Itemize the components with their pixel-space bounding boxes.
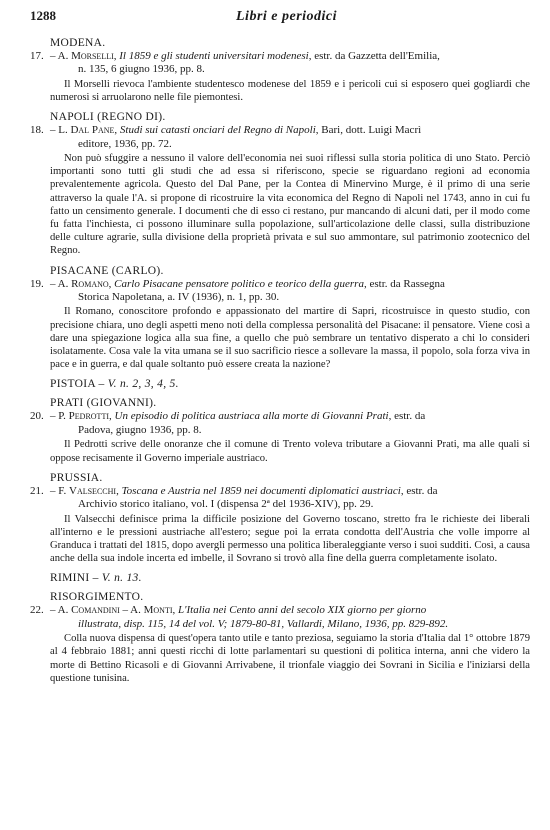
cross-reference: V. n. 13. — [101, 572, 142, 585]
work-title: Il 1859 e gli studenti universitari modenesi — [119, 50, 309, 62]
work-title: Studi sui catasti onciari del Regno di Napoli — [119, 124, 316, 137]
annotation: Non può sfuggire a nessuno il valore dell'economia nei suoi riflessi sulla storia politica di uno Stato. Perciò importanti sono tutti gli studi che ad essa si riferiscono, specie se riguardano regioni ad economia prevalentemente agricola. Questo del Dal Pane, per la Contea di Minervino Murge, è il primo di una serie attraverso la quale l'A. si propone di ricostruire la vita economica del Regno di Napoli nel 1743, anno in cui fu fatto un censimento generale. I documenti che di esso ci restano, pur mancando di alcuni dati, per il modo come fu fatta l'inchiesta, ci possono illuminare sulla popolazione, sull'articolazione delle classi, sulla distribuzione delle culture agrarie, sulla divisione della proprietà privata e sul suo ammontare, sul patrimonio zootecnico del Regno. — [50, 153, 530, 257]
entry-18 — [30, 124, 530, 257]
section-heading-pistoia: PISTOIA – V. n. 2, 3, 4, 5. — [50, 378, 179, 391]
citation: 20. – P. Pedrotti, Un episodio di politica austriaca alla morte di Giovanni Prati, estr. da Padova, giugno 1936, pp. 8. — [30, 410, 530, 437]
annotation: Il Pedrotti scrive delle onoranze che il comune di Trento voleva tributare a Giovanni Prati, ma alle quali si oppose recisamente il Governo imperiale austriaco. — [50, 439, 530, 464]
work-title: L'Italia nei Cento anni del secolo XIX giorno per giorno — [178, 604, 427, 617]
entry-number: 21. — [30, 484, 44, 497]
citation-details: Storica Napoletana, a. IV (1936), n. 1, pp. 30. — [78, 291, 280, 304]
author: Valsecchi — [69, 484, 117, 497]
section-heading-modena: MODENA. — [50, 37, 106, 49]
author: Morselli — [71, 50, 114, 62]
annotation: Colla nuova dispensa di quest'opera tanto utile e tanto preziosa, seguiamo la storia d'Italia dal 1° ottobre 1879 al 4 febbraio 1881; anni questi ricchi di lotte parlamentari su questioni di politica interna, anni che videro la morte di Bettino Ricasoli e di Giovanni Arrivabene, il trionfale viaggio dei Sovrani in Sicilia e l'iniziarsi della questione tunisina. — [50, 633, 530, 684]
entry-17 — [30, 50, 530, 104]
section-heading-prati: PRATI (GIOVANNI). — [50, 397, 157, 410]
section-heading-napoli: NAPOLI (REGNO DI). — [50, 111, 166, 124]
annotation: Il Morselli rievoca l'ambiente studentesco modenese del 1859 e i pericoli cui si esposero quei gogliardi che numerosi si arruolarono nelle file piemontesi. — [50, 78, 530, 104]
citation-details: Archivio storico italiano, vol. I (dispensa 2ª del 1936-XIV), pp. 29. — [78, 498, 374, 511]
entry-number: 17. — [30, 50, 44, 62]
cross-reference: V. n. 2, 3, 4, 5. — [107, 378, 179, 391]
section-heading-rimini: RIMINI – V. n. 13. — [50, 572, 142, 585]
second-author: Monti — [143, 604, 173, 617]
entry-number: 18. — [30, 124, 44, 137]
citation: 19. – A. Romano, Carlo Pisacane pensatore politico e teorico della guerra, estr. da Rassegna Storica Napoletana, a. IV (1936), n. 1, pp. 30. — [30, 278, 530, 305]
section-heading-prussia: PRUSSIA. — [50, 471, 103, 484]
entry-number: 22. — [30, 604, 44, 617]
author: Romano — [71, 277, 109, 290]
citation-details: illustrata, disp. 115, 14 del vol. V; 1879-80-81, Vallardi, Milano, 1936, pp. 829-892. — [78, 617, 449, 630]
page-number: 1288 — [30, 8, 56, 23]
author: Comandini — [71, 604, 120, 617]
citation-details: editore, 1936, pp. 72. — [78, 137, 172, 150]
entry-21 — [30, 485, 530, 566]
author: Pedrotti — [68, 410, 109, 423]
section-heading-risorgimento: RISORGIMENTO. — [50, 591, 144, 604]
work-title: Un episodio di politica austriaca alla morte di Giovanni Prati — [114, 410, 389, 423]
citation: 21. – F. Valsecchi, Toscana e Austria nel 1859 nei documenti diplomatici austriaci, estr. da Archivio storico italiano, vol. I (dispensa 2ª del 1936-XIV), pp. 29. — [30, 485, 530, 512]
entry-20 — [30, 410, 530, 464]
section-heading-pisacane: PISACANE (CARLO). — [50, 264, 164, 277]
entry-22 — [30, 604, 530, 685]
citation-details: Padova, giugno 1936, pp. 8. — [78, 423, 202, 436]
author: Dal Pane — [70, 124, 115, 137]
work-title: Carlo Pisacane pensatore politico e teorico della guerra — [114, 277, 364, 290]
citation: 22. – A. Comandini – A. Monti, L'Italia nei Cento anni del secolo XIX giorno per giorno illustrata, disp. 115, 14 del vol. V; 1879-80-81, Vallardi, Milano, 1936, pp. 829-892. — [30, 604, 530, 631]
annotation: Il Valsecchi definisce prima la difficile posizione del Governo toscano, stretto fra le richieste dei liberali all'interno e le pressioni austriache all'estero; segue poi la errata condotta dell'Austria che volle imporre al Granduca i trattati del 1815, dopo avergli permesso una politica liberaleggiante verso i suoi sudditi. Così, a causa anche della sua indole incerta ed imbelle, il Sovrano si trovò alla fine della guerra completamente isolato. — [50, 513, 530, 565]
work-title: Toscana e Austria nel 1859 nei documenti diplomatici austriaci — [121, 484, 401, 497]
citation: 18. – L. Dal Pane, Studi sui catasti onciari del Regno di Napoli, Bari, dott. Luigi Macrì editore, 1936, pp. 72. — [30, 124, 530, 151]
entry-number: 19. — [30, 277, 44, 290]
page-header — [30, 8, 530, 30]
running-title: Libri e periodici — [236, 9, 338, 24]
entry-19 — [30, 278, 530, 372]
citation-details: n. 135, 6 giugno 1936, pp. 8. — [78, 63, 205, 76]
book-page — [30, 8, 530, 685]
entry-number: 20. — [30, 410, 44, 423]
citation: 17. – A. Morselli, Il 1859 e gli studenti universitari modenesi, estr. da Gazzetta dell'Emilia, n. 135, 6 giugno 1936, pp. 8. — [30, 50, 530, 77]
annotation: Il Romano, conoscitore profondo e appassionato del martire di Sapri, ricostruisce in questo studio, con precisione chiara, uno degli aspetti meno noti della complessa personalità del Pisacane: il pensatore. Viene così a dare una spiegazione logica alla sua fine, a quello che può sembrare un tentativo disperato a chi lo consideri isolatamente. Cosa vale la vita umana se il suo sacrificio riesce a sollevare la massa, il popolo, sola forza viva in pace e in guerra, e dal quale soltanto può essere creata la nazione? — [50, 306, 530, 371]
